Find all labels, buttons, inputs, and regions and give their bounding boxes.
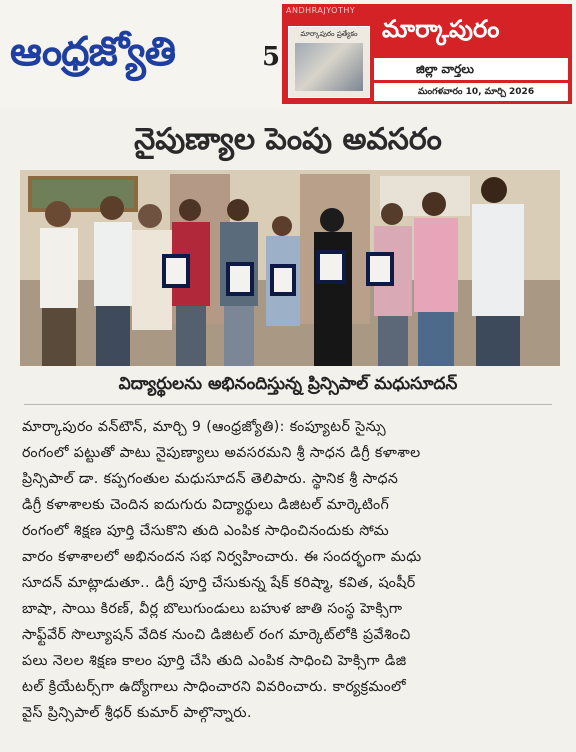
article-line: మార్కాపురం వన్‌టౌన్, మార్చి 9 (ఆంధ్రజ్యోతి): కంప్యూటర్ సైన్సు [22,419,387,435]
article-line: వైస్ ప్రిన్సిపాల్ శ్రీధర్ కుమార్ పాల్గొన్నారు. [22,705,252,721]
article-line: పలు నెలల శిక్షణ కాలం పూర్తి చేసి తుది ఎంపిక సాధించి హెక్సిగా డిజి [22,653,407,669]
article-line: రంగంలో శిక్షణ పూర్తి చేసుకొని తుది ఎంపిక సాధించినందుకు సోమ [22,523,390,539]
article-headline: నైపుణ్యాల పెంపు అవసరం [134,122,442,157]
page-number: 5 [262,42,281,72]
article-line: ప్రిన్సిపాల్ డా. కప్పగంతుల మధుసూదన్ తెలిపారు. స్థానిక శ్రీ సాధన [22,471,399,487]
article-photo [20,170,560,366]
article-line: సాఫ్ట్‌వేర్ సొల్యూషన్ వేదిక నుంచి డిజిటల్ రంగ మార్కెట్‌లోకి ప్రవేశించి [22,627,411,643]
caption-divider [24,404,552,405]
article-line: బాషా, సాయి కిరణ్, వీర్ల బొలుగుండులు బహుళ జాతి సంస్థ హెక్సిగా [22,601,403,617]
article-line: వారం కళాశాలలో అభినందన సభ నిర్వహించారు. ఈ సందర్భంగా మధు [22,549,422,565]
group-photo-illustration [20,170,560,366]
article-line: సూదన్ మాట్లాడుతూ.. డిగ్రీ పూర్తి చేసుకున్న షేక్ కరిష్మా, కవిత, షంషీర్ [22,575,416,591]
article-body [22,414,560,750]
article-line: రంగంలో పట్టుతో పాటు నైపుణ్యాలు అవసరమని శ్రీ సాధన డిగ్రీ కళాశాల [22,445,421,461]
article-line: టల్ క్రియేటర్స్‌గా ఉద్యోగాలు సాధించారని వివరించారు. కార్యక్రమంలో [22,679,407,695]
andhrajyothy-logo: ఆంధ్రజ్యోతి [10,28,175,75]
article-line: డిగ్రీ కళాశాలకు చెందిన ఐదుగురు విద్యార్థులు డిజిటల్ మార్కెటింగ్ [22,497,390,513]
publication-date: మంగళవారం 10, మార్చి 2026 [374,82,568,101]
thumbnail-title: మార్కాపురం ప్రత్యేకం [300,30,358,38]
brand-small-text: ANDHRAJYOTHY [286,6,356,15]
edition-banner [282,4,572,104]
district-news-label: జిల్లా వార్తలు [374,58,568,80]
edition-name: మార్కాపురం [382,14,500,43]
photo-caption: విద్యార్థులను అభినందిస్తున్న ప్రిన్సిపాల్ మధుసూదన్ [118,374,458,394]
edition-thumbnail [288,26,370,98]
thumbnail-image [295,43,363,91]
edition-box [374,8,568,100]
newspaper-masthead [0,0,576,108]
